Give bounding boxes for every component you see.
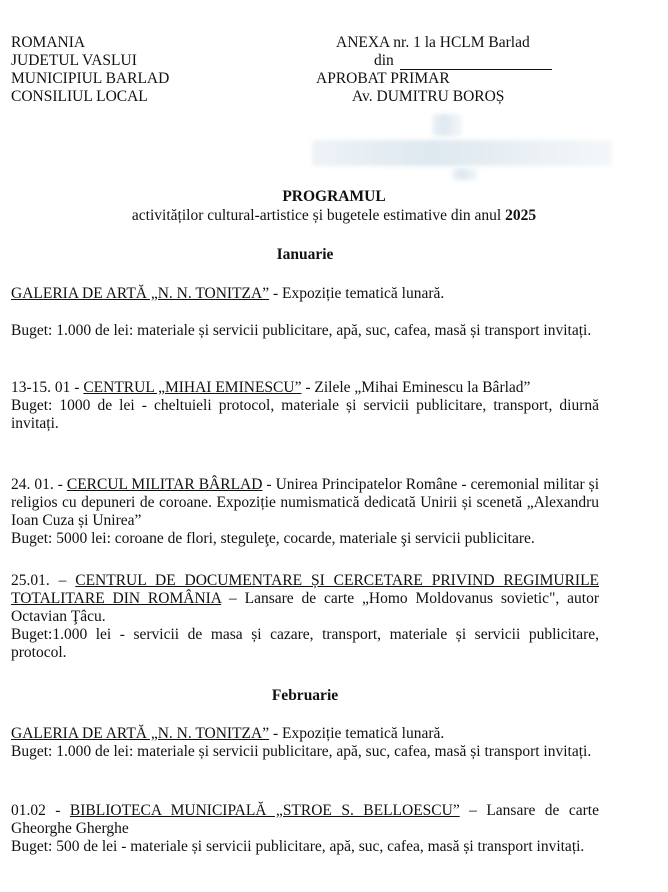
entry-eminescu: [11, 379, 599, 433]
issuer-line: ROMANIA: [11, 34, 86, 51]
entry-budget: Buget: 500 de lei - materiale și servicii publicitare, apă, suc, cafea, masă și transport invitați.: [11, 838, 585, 855]
month-heading-february: Februarie: [271, 687, 339, 704]
entry-centrul-documentare: [11, 572, 599, 662]
entry-galeria-feb: [11, 725, 599, 761]
date-blank: [400, 55, 552, 70]
annex-line: ANEXA nr. 1 la HCLM Barlad: [336, 34, 530, 51]
entry-line: [11, 476, 599, 530]
issuer-block: [11, 34, 271, 106]
document-title: PROGRAMUL: [282, 188, 386, 205]
entry-line: [11, 725, 599, 743]
entry-line: [11, 802, 599, 838]
subtitle-year: 2025: [505, 207, 537, 224]
entry-description: - Expoziție tematică lunară.: [269, 725, 445, 742]
issuer-line: JUDETUL VASLUI: [11, 52, 137, 69]
entry-description: – Lansare de carte „Homo Moldovanus sovietic", autor Octavian Ţâcu.: [11, 590, 599, 625]
entry-budget: Buget: 5000 lei: coroane de flori, steguleţe, cocarde, materiale şi servicii publicitare.: [11, 530, 535, 547]
entry-organizer: GALERIA DE ARTĂ „N. N. TONITZA”: [11, 725, 270, 742]
redacted-mark: [452, 168, 478, 180]
date-line: [316, 52, 616, 70]
entry-organizer: CENTRUL DE DOCUMENTARE ȘI CERCETARE PRIVIND REGIMURILE TOTALITARE DIN ROMÂNIA: [11, 572, 600, 607]
entry-budget-galeria-jan: [11, 322, 599, 340]
entry-prefix: 24. 01. -: [11, 476, 67, 493]
approval-block: [316, 34, 616, 106]
entry-cercul-militar: [11, 476, 599, 548]
entry-line: [11, 285, 599, 303]
date-label: din: [374, 52, 394, 69]
month-heading-january: Ianuarie: [276, 246, 334, 263]
entry-galeria-jan: [11, 285, 599, 303]
entry-budget: Buget:1.000 lei - servicii de masa și cazare, transport, materiale și servicii publicitare, protocol.: [11, 626, 599, 661]
entry-description: – Lansare de carte Gheorghe Gherghe: [11, 802, 599, 837]
entry-organizer: CERCUL MILITAR BÂRLAD: [66, 476, 263, 493]
entry-prefix: 01.02 -: [11, 802, 70, 819]
entry-description: - Zilele „Mihai Eminescu la Bârlad”: [301, 379, 531, 396]
redacted-signature: [432, 114, 462, 136]
entry-line: [11, 379, 599, 397]
redacted-stamp: [312, 140, 612, 166]
entry-prefix: 25.01. –: [11, 572, 76, 589]
entry-description: - Expoziție tematică lunară.: [269, 285, 445, 302]
issuer-line: MUNICIPIUL BARLAD: [11, 70, 170, 87]
entry-description: - Unirea Principatelor Române - ceremonial militar și religios cu depuneri de coroane. Expoziție numismatică dedicată Unirii și scenetă „Alexandru Ioan Cuza și Unirea”: [11, 476, 599, 529]
approved-line: APROBAT PRIMAR: [316, 70, 450, 87]
entry-prefix: 13-15. 01 -: [11, 379, 84, 396]
entry-budget: Buget: 1.000 de lei: materiale și servicii publicitare, apă, suc, cafea, masă și transport invitați.: [11, 743, 592, 760]
subtitle-text: activităților cultural-artistice și bugetele estimative din anul: [131, 207, 502, 224]
entry-budget: Buget: 1.000 de lei: materiale și servicii publicitare, apă, suc, cafea, masă și transport invitați.: [11, 322, 592, 339]
issuer-line: CONSILIUL LOCAL: [11, 88, 148, 105]
entry-budget: Buget: 1000 de lei - cheltuieli protocol, materiale și servicii publicitare, transport, diurnă invitați.: [11, 397, 599, 432]
entry-organizer: BIBLIOTECA MUNICIPALĂ „STROE S. BELLOESCU”: [69, 802, 460, 819]
entry-organizer: CENTRUL „MIHAI EMINESCU”: [83, 379, 302, 396]
entry-line: [11, 572, 599, 626]
mayor-line: Av. DUMITRU BOROȘ: [352, 88, 505, 105]
document-subtitle: [0, 207, 668, 225]
entry-biblioteca: [11, 802, 599, 856]
entry-organizer: GALERIA DE ARTĂ „N. N. TONITZA”: [11, 285, 270, 302]
